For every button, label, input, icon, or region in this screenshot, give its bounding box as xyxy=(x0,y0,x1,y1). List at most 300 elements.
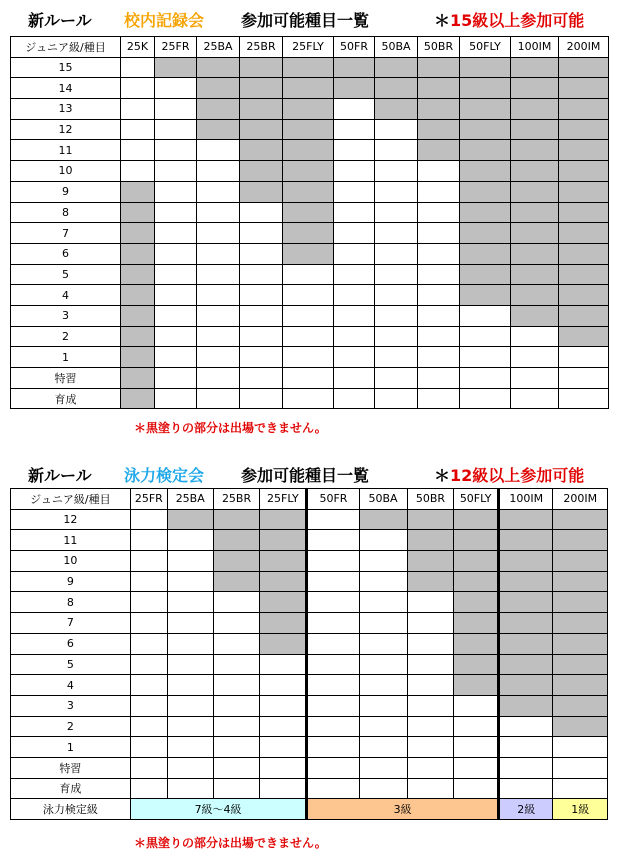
blocked-cell xyxy=(553,530,608,551)
allowed-cell xyxy=(167,695,213,716)
table-row xyxy=(11,654,608,675)
blocked-cell xyxy=(407,530,454,551)
header-cell-25br: 25BR xyxy=(240,37,283,58)
table-row xyxy=(11,368,609,389)
blocked-cell xyxy=(283,161,334,182)
allowed-cell xyxy=(197,305,240,326)
allowed-cell xyxy=(240,368,283,389)
blocked-cell xyxy=(553,716,608,737)
allowed-cell xyxy=(307,571,359,592)
table-row xyxy=(11,592,608,613)
allowed-cell xyxy=(283,347,334,368)
blocked-cell xyxy=(407,571,454,592)
allowed-cell xyxy=(359,778,407,799)
allowed-cell xyxy=(213,757,260,778)
allowed-cell xyxy=(418,347,460,368)
table-row xyxy=(11,119,609,140)
allowed-cell xyxy=(167,551,213,572)
blocked-cell xyxy=(553,551,608,572)
blocked-cell xyxy=(240,78,283,99)
header-cell-50br: 50BR xyxy=(418,37,460,58)
grade-label: 5 xyxy=(11,264,121,285)
blocked-cell xyxy=(553,509,608,530)
allowed-cell xyxy=(155,305,197,326)
grade-label: 特習 xyxy=(11,757,131,778)
table-row xyxy=(11,675,608,696)
footer-group-purple: 2級 xyxy=(499,799,553,820)
allowed-cell xyxy=(130,509,167,530)
allowed-cell xyxy=(460,347,511,368)
allowed-cell xyxy=(375,119,418,140)
grade-label: 6 xyxy=(11,633,131,654)
allowed-cell xyxy=(307,757,359,778)
allowed-cell xyxy=(359,551,407,572)
blocked-cell xyxy=(499,551,553,572)
section2-title-new: 新ルール xyxy=(28,466,92,485)
allowed-cell xyxy=(240,326,283,347)
section2-table xyxy=(10,488,608,820)
allowed-cell xyxy=(334,305,375,326)
footer-label: 泳力検定級 xyxy=(11,799,131,820)
allowed-cell xyxy=(418,388,460,409)
allowed-cell xyxy=(240,285,283,306)
allowed-cell xyxy=(240,243,283,264)
allowed-cell xyxy=(155,326,197,347)
blocked-cell xyxy=(213,551,260,572)
table-row xyxy=(11,571,608,592)
allowed-cell xyxy=(197,326,240,347)
blocked-cell xyxy=(454,633,499,654)
allowed-cell xyxy=(121,119,155,140)
blocked-cell xyxy=(511,161,559,182)
allowed-cell xyxy=(375,388,418,409)
header-cell-25fr: 25FR xyxy=(155,37,197,58)
allowed-cell xyxy=(375,285,418,306)
grade-label: 15 xyxy=(11,57,121,78)
table-row xyxy=(11,347,609,368)
table-row xyxy=(11,140,609,161)
blocked-cell xyxy=(553,695,608,716)
allowed-cell xyxy=(460,305,511,326)
blocked-cell xyxy=(559,202,609,223)
allowed-cell xyxy=(260,675,307,696)
allowed-cell xyxy=(334,368,375,389)
allowed-cell xyxy=(130,757,167,778)
allowed-cell xyxy=(375,368,418,389)
section2-header-row xyxy=(11,489,608,510)
allowed-cell xyxy=(240,305,283,326)
blocked-cell xyxy=(499,695,553,716)
allowed-cell xyxy=(334,161,375,182)
allowed-cell xyxy=(307,551,359,572)
allowed-cell xyxy=(240,223,283,244)
section1-title-note xyxy=(434,8,584,31)
section2-title-note xyxy=(434,463,584,486)
allowed-cell xyxy=(418,181,460,202)
allowed-cell xyxy=(359,530,407,551)
allowed-cell xyxy=(130,716,167,737)
footer-group-yellow: 1級 xyxy=(553,799,608,820)
grade-label: 10 xyxy=(11,161,121,182)
allowed-cell xyxy=(260,654,307,675)
allowed-cell xyxy=(375,243,418,264)
section1-warning: ＊黒塗りの部分は出場できません。 xyxy=(134,421,327,435)
allowed-cell xyxy=(334,326,375,347)
allowed-cell xyxy=(418,264,460,285)
blocked-cell xyxy=(460,202,511,223)
header-cell-25fly: 25FLY xyxy=(283,37,334,58)
section1-header-row xyxy=(11,37,609,58)
allowed-cell xyxy=(454,695,499,716)
allowed-cell xyxy=(407,633,454,654)
allowed-cell xyxy=(213,737,260,758)
blocked-cell xyxy=(460,223,511,244)
blocked-cell xyxy=(460,140,511,161)
allowed-cell xyxy=(213,695,260,716)
blocked-cell xyxy=(260,592,307,613)
allowed-cell xyxy=(499,757,553,778)
blocked-cell xyxy=(121,326,155,347)
table-row xyxy=(11,613,608,634)
header-cell-grade: ジュニア級/種目 xyxy=(11,489,131,510)
allowed-cell xyxy=(307,530,359,551)
allowed-cell xyxy=(375,264,418,285)
allowed-cell xyxy=(418,285,460,306)
allowed-cell xyxy=(559,347,609,368)
header-cell-25k: 25K xyxy=(121,37,155,58)
allowed-cell xyxy=(155,161,197,182)
allowed-cell xyxy=(155,285,197,306)
blocked-cell xyxy=(197,99,240,120)
blocked-cell xyxy=(359,509,407,530)
allowed-cell xyxy=(454,778,499,799)
allowed-cell xyxy=(307,716,359,737)
allowed-cell xyxy=(167,613,213,634)
header-cell-25ba: 25BA xyxy=(197,37,240,58)
blocked-cell xyxy=(260,633,307,654)
blocked-cell xyxy=(418,78,460,99)
allowed-cell xyxy=(407,737,454,758)
allowed-cell xyxy=(375,181,418,202)
table-row xyxy=(11,716,608,737)
allowed-cell xyxy=(407,592,454,613)
blocked-cell xyxy=(499,571,553,592)
blocked-cell xyxy=(454,613,499,634)
allowed-cell xyxy=(197,181,240,202)
allowed-cell xyxy=(167,633,213,654)
allowed-cell xyxy=(307,633,359,654)
blocked-cell xyxy=(460,57,511,78)
grade-label: 3 xyxy=(11,695,131,716)
blocked-cell xyxy=(553,654,608,675)
allowed-cell xyxy=(130,551,167,572)
grade-label: 特習 xyxy=(11,368,121,389)
allowed-cell xyxy=(375,326,418,347)
allowed-cell xyxy=(359,757,407,778)
blocked-cell xyxy=(260,530,307,551)
allowed-cell xyxy=(553,778,608,799)
allowed-cell xyxy=(359,571,407,592)
allowed-cell xyxy=(418,161,460,182)
section2-footer-row xyxy=(11,799,608,820)
allowed-cell xyxy=(260,778,307,799)
blocked-cell xyxy=(283,202,334,223)
allowed-cell xyxy=(283,388,334,409)
section2-title xyxy=(0,459,620,485)
table-row xyxy=(11,695,608,716)
blocked-cell xyxy=(260,571,307,592)
allowed-cell xyxy=(130,654,167,675)
blocked-cell xyxy=(121,347,155,368)
section1-note-text: 15級以上参加可能 xyxy=(450,11,585,30)
allowed-cell xyxy=(407,778,454,799)
section2-note-star: ＊ xyxy=(434,466,451,485)
allowed-cell xyxy=(155,99,197,120)
blocked-cell xyxy=(511,264,559,285)
table-row xyxy=(11,551,608,572)
blocked-cell xyxy=(283,140,334,161)
blocked-cell xyxy=(460,181,511,202)
grade-label: 3 xyxy=(11,305,121,326)
allowed-cell xyxy=(240,347,283,368)
blocked-cell xyxy=(559,140,609,161)
grade-label: 7 xyxy=(11,613,131,634)
allowed-cell xyxy=(197,140,240,161)
allowed-cell xyxy=(334,388,375,409)
blocked-cell xyxy=(213,530,260,551)
allowed-cell xyxy=(418,305,460,326)
blocked-cell xyxy=(511,243,559,264)
blocked-cell xyxy=(499,592,553,613)
allowed-cell xyxy=(213,592,260,613)
header-cell-50fly: 50FLY xyxy=(454,489,499,510)
footer-group-cyan: 7級～4級 xyxy=(130,799,306,820)
grade-label: 14 xyxy=(11,78,121,99)
header-cell-25br: 25BR xyxy=(213,489,260,510)
allowed-cell xyxy=(155,202,197,223)
blocked-cell xyxy=(407,509,454,530)
allowed-cell xyxy=(375,347,418,368)
section2-title-list: 参加可能種目一覧 xyxy=(241,466,370,485)
allowed-cell xyxy=(499,737,553,758)
allowed-cell xyxy=(407,695,454,716)
blocked-cell xyxy=(460,161,511,182)
blocked-cell xyxy=(460,264,511,285)
blocked-cell xyxy=(559,119,609,140)
section1-table xyxy=(10,36,609,409)
allowed-cell xyxy=(499,716,553,737)
table-row xyxy=(11,633,608,654)
section1-note-star: ＊ xyxy=(434,11,451,30)
blocked-cell xyxy=(559,305,609,326)
blocked-cell xyxy=(460,99,511,120)
allowed-cell xyxy=(334,264,375,285)
grade-label: 10 xyxy=(11,551,131,572)
grade-label: 4 xyxy=(11,285,121,306)
allowed-cell xyxy=(559,368,609,389)
grade-label: 5 xyxy=(11,654,131,675)
table-row xyxy=(11,326,609,347)
blocked-cell xyxy=(240,57,283,78)
blocked-cell xyxy=(375,99,418,120)
allowed-cell xyxy=(359,737,407,758)
grade-label: 2 xyxy=(11,326,121,347)
blocked-cell xyxy=(499,509,553,530)
allowed-cell xyxy=(553,757,608,778)
allowed-cell xyxy=(260,716,307,737)
allowed-cell xyxy=(167,654,213,675)
allowed-cell xyxy=(359,592,407,613)
blocked-cell xyxy=(240,181,283,202)
blocked-cell xyxy=(499,654,553,675)
blocked-cell xyxy=(511,305,559,326)
blocked-cell xyxy=(454,551,499,572)
blocked-cell xyxy=(334,57,375,78)
allowed-cell xyxy=(260,695,307,716)
blocked-cell xyxy=(499,613,553,634)
allowed-cell xyxy=(155,347,197,368)
blocked-cell xyxy=(167,509,213,530)
blocked-cell xyxy=(121,285,155,306)
allowed-cell xyxy=(167,530,213,551)
blocked-cell xyxy=(454,675,499,696)
grade-label: 4 xyxy=(11,675,131,696)
allowed-cell xyxy=(240,388,283,409)
table-row xyxy=(11,778,608,799)
blocked-cell xyxy=(553,592,608,613)
header-cell-50fly: 50FLY xyxy=(460,37,511,58)
allowed-cell xyxy=(167,757,213,778)
blocked-cell xyxy=(407,551,454,572)
header-cell-50ba: 50BA xyxy=(359,489,407,510)
section1-title-new: 新ルール xyxy=(28,11,92,30)
allowed-cell xyxy=(121,140,155,161)
allowed-cell xyxy=(359,695,407,716)
allowed-cell xyxy=(167,737,213,758)
blocked-cell xyxy=(121,305,155,326)
grade-label: 育成 xyxy=(11,388,121,409)
table-row xyxy=(11,181,609,202)
blocked-cell xyxy=(553,571,608,592)
blocked-cell xyxy=(454,654,499,675)
allowed-cell xyxy=(407,654,454,675)
grade-label: 6 xyxy=(11,243,121,264)
allowed-cell xyxy=(359,675,407,696)
blocked-cell xyxy=(213,509,260,530)
allowed-cell xyxy=(197,223,240,244)
blocked-cell xyxy=(559,264,609,285)
blocked-cell xyxy=(559,99,609,120)
allowed-cell xyxy=(213,675,260,696)
blocked-cell xyxy=(197,78,240,99)
allowed-cell xyxy=(418,326,460,347)
grade-label: 8 xyxy=(11,592,131,613)
table-row xyxy=(11,99,609,120)
allowed-cell xyxy=(197,243,240,264)
section1-title-event: 校内記録会 xyxy=(124,11,205,30)
allowed-cell xyxy=(130,613,167,634)
allowed-cell xyxy=(407,613,454,634)
blocked-cell xyxy=(499,633,553,654)
blocked-cell xyxy=(454,530,499,551)
table-row xyxy=(11,78,609,99)
allowed-cell xyxy=(334,140,375,161)
blocked-cell xyxy=(283,78,334,99)
allowed-cell xyxy=(155,119,197,140)
table-row xyxy=(11,757,608,778)
blocked-cell xyxy=(511,78,559,99)
allowed-cell xyxy=(334,243,375,264)
blocked-cell xyxy=(240,99,283,120)
allowed-cell xyxy=(197,368,240,389)
header-cell-200im: 200IM xyxy=(553,489,608,510)
allowed-cell xyxy=(213,613,260,634)
header-cell-25ba: 25BA xyxy=(167,489,213,510)
allowed-cell xyxy=(375,223,418,244)
allowed-cell xyxy=(334,99,375,120)
allowed-cell xyxy=(197,347,240,368)
footer-group-orange: 3級 xyxy=(307,799,499,820)
header-cell-100im: 100IM xyxy=(499,489,553,510)
blocked-cell xyxy=(418,119,460,140)
allowed-cell xyxy=(334,285,375,306)
allowed-cell xyxy=(283,368,334,389)
grade-label: 7 xyxy=(11,223,121,244)
blocked-cell xyxy=(454,509,499,530)
allowed-cell xyxy=(240,202,283,223)
blocked-cell xyxy=(511,181,559,202)
allowed-cell xyxy=(155,264,197,285)
allowed-cell xyxy=(375,202,418,223)
blocked-cell xyxy=(511,140,559,161)
allowed-cell xyxy=(155,140,197,161)
allowed-cell xyxy=(121,57,155,78)
section1-title-list: 参加可能種目一覧 xyxy=(241,11,370,30)
grade-label: 9 xyxy=(11,571,131,592)
section2-warning: ＊黒塗りの部分は出場できません。 xyxy=(134,836,327,850)
section2-title-event: 泳力検定会 xyxy=(124,466,205,485)
allowed-cell xyxy=(121,78,155,99)
allowed-cell xyxy=(155,243,197,264)
blocked-cell xyxy=(553,633,608,654)
allowed-cell xyxy=(407,675,454,696)
blocked-cell xyxy=(511,119,559,140)
blocked-cell xyxy=(121,388,155,409)
allowed-cell xyxy=(283,305,334,326)
header-cell-100im: 100IM xyxy=(511,37,559,58)
allowed-cell xyxy=(418,223,460,244)
table-row xyxy=(11,509,608,530)
blocked-cell xyxy=(559,285,609,306)
blocked-cell xyxy=(283,223,334,244)
blocked-cell xyxy=(121,223,155,244)
blocked-cell xyxy=(511,99,559,120)
allowed-cell xyxy=(130,695,167,716)
table-row xyxy=(11,161,609,182)
header-cell-50fr: 50FR xyxy=(307,489,359,510)
allowed-cell xyxy=(130,778,167,799)
table-row xyxy=(11,57,609,78)
allowed-cell xyxy=(155,388,197,409)
allowed-cell xyxy=(307,778,359,799)
blocked-cell xyxy=(511,57,559,78)
header-cell-50br: 50BR xyxy=(407,489,454,510)
allowed-cell xyxy=(460,326,511,347)
blocked-cell xyxy=(213,571,260,592)
allowed-cell xyxy=(359,633,407,654)
allowed-cell xyxy=(511,368,559,389)
blocked-cell xyxy=(511,202,559,223)
